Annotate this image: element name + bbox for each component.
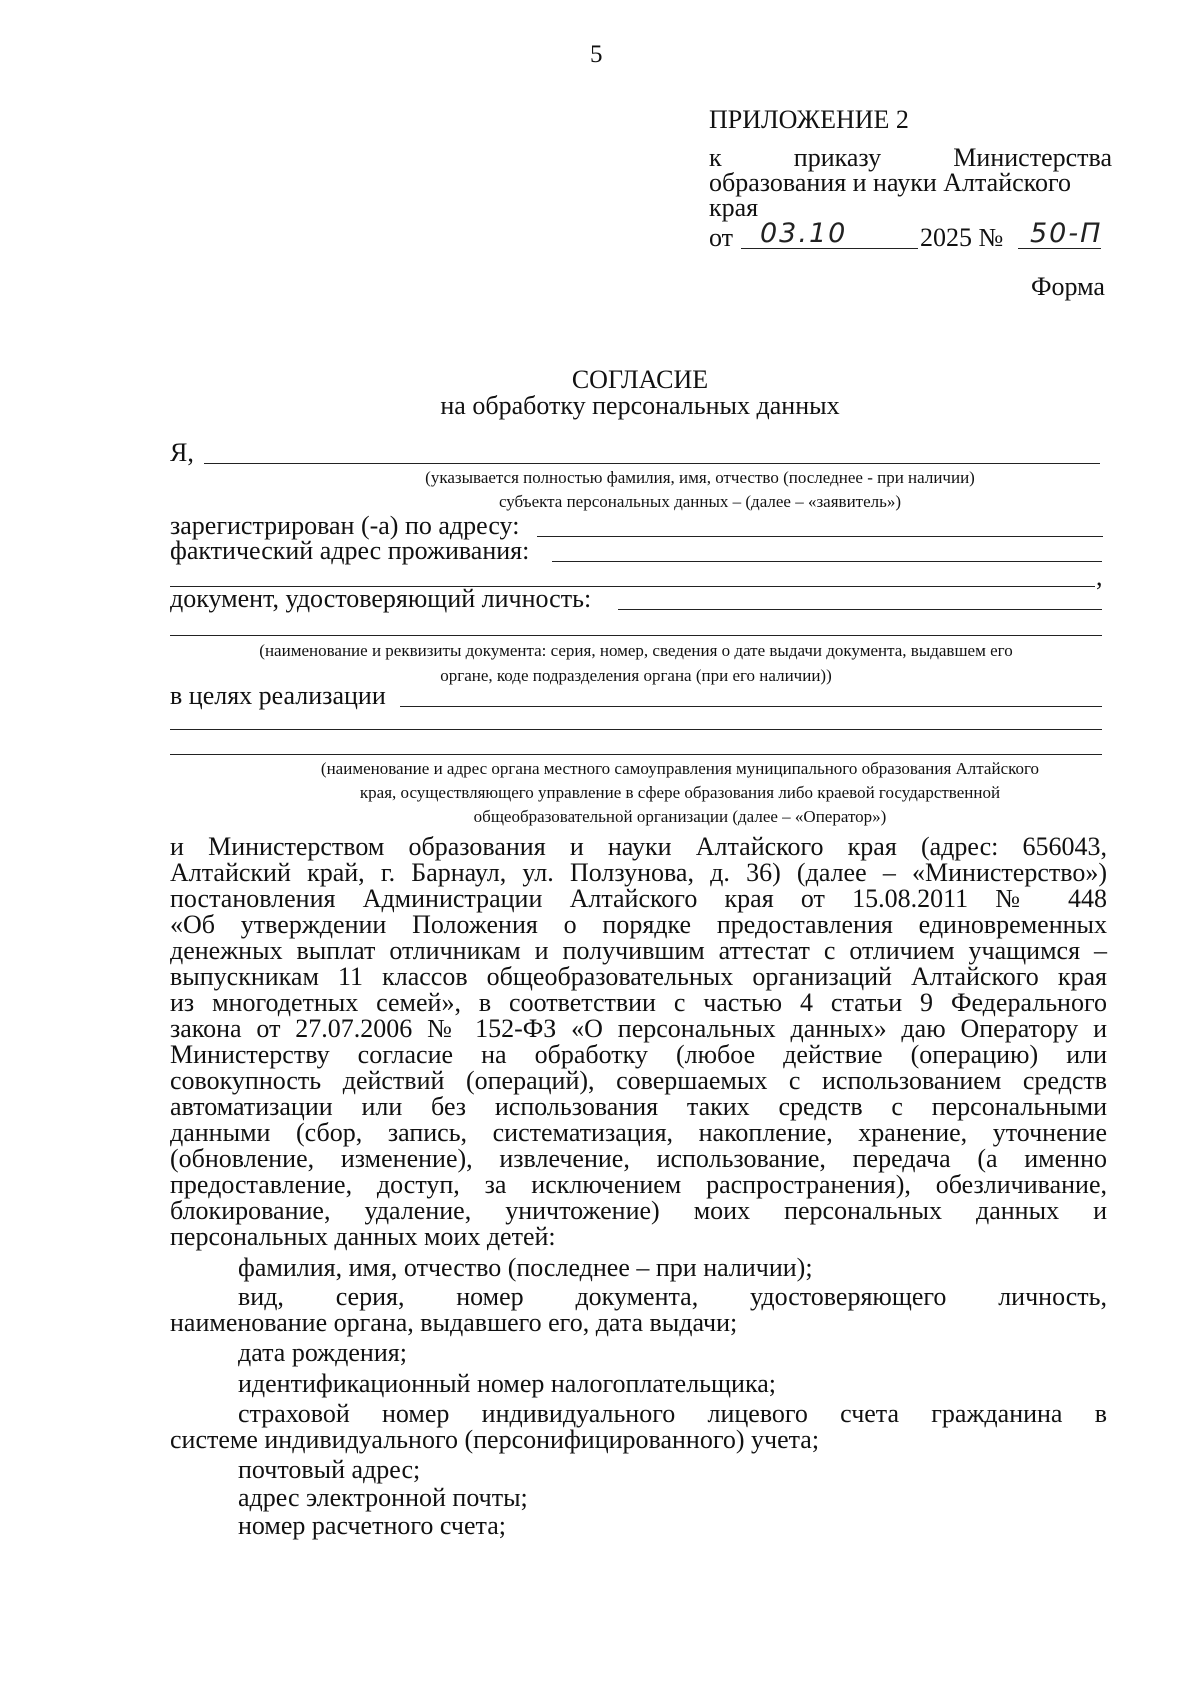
- id-document-label: документ, удостоверяющий личность:: [170, 584, 592, 613]
- body-line: денежных выплат отличникам и получившим аттестат с отличием учащимся –: [170, 936, 1107, 965]
- registered-address-label: зарегистрирован (-а) по адресу:: [170, 511, 520, 540]
- id-document-caption-2: органе, коде подразделения органа (при его наличии)): [440, 666, 832, 685]
- body-line: Алтайский край, г. Барнаул, ул. Ползунова, д. 36) (далее – «Министерство»): [170, 858, 1107, 887]
- list-item: вид, серия, номер документа, удостоверяющего личность,: [238, 1282, 1107, 1311]
- list-item: почтовый адрес;: [238, 1455, 421, 1484]
- applicant-caption-1: (указывается полностью фамилия, имя, отчество (последнее - при наличии): [425, 468, 975, 487]
- registered-address-line: [537, 536, 1103, 537]
- appendix-title: ПРИЛОЖЕНИЕ 2: [709, 105, 909, 134]
- body-line: (обновление, изменение), извлечение, использование, передача (а именно: [170, 1144, 1107, 1173]
- address-comma: ,: [1096, 562, 1103, 591]
- body-line: совокупность действий (операций), совершаемых с использованием средств: [170, 1066, 1107, 1095]
- applicant-name-line: [204, 463, 1100, 464]
- body-line: выпускникам 11 классов общеобразовательных организаций Алтайского края: [170, 962, 1107, 991]
- document-title: СОГЛАСИЕ: [571, 365, 709, 394]
- list-item: страховой номер индивидуального лицевого счета гражданина в: [238, 1399, 1107, 1428]
- date-prefix: от: [709, 223, 734, 252]
- operator-caption-2: края, осуществляющего управление в сфере образования либо краевой государственной: [359, 783, 1001, 802]
- body-line: Министерству согласие на обработку (любое действие (операцию) или: [170, 1040, 1107, 1069]
- body-line: предоставление, доступ, за исключением распространения), обезличивание,: [170, 1170, 1107, 1199]
- document-subtitle: на обработку персональных данных: [440, 391, 840, 420]
- appendix-ministry-line: образования и науки Алтайского: [709, 168, 1071, 197]
- form-label: Форма: [1031, 272, 1105, 301]
- list-item: адрес электронной почты;: [238, 1483, 528, 1512]
- body-line: блокирование, удаление, уничтожение) моих персональных данных и: [170, 1196, 1107, 1225]
- date-handwritten: 03.10: [760, 218, 848, 249]
- list-item: фамилия, имя, отчество (последнее – при наличии);: [238, 1253, 813, 1282]
- operator-caption-1: (наименование и адрес органа местного самоуправления муниципального образования Алтайского: [320, 759, 1040, 778]
- order-number-handwritten: 50-П: [1030, 218, 1103, 249]
- id-document-caption-1: (наименование и реквизиты документа: серия, номер, сведения о дате выдачи документа, выдавшем его: [259, 641, 1013, 660]
- purpose-label: в целях реализации: [170, 681, 386, 710]
- purpose-line: [400, 706, 1102, 707]
- operator-caption-3: общеобразовательной организации (далее – «Оператор»): [473, 807, 887, 826]
- body-line: «Об утверждении Положения о порядке предоставления единовременных: [170, 910, 1107, 939]
- year-number-label: 2025 №: [920, 223, 1004, 252]
- body-line: из многодетных семей», в соответствии с частью 4 статьи 9 Федерального: [170, 988, 1107, 1017]
- id-document-line-2: [170, 635, 1102, 636]
- applicant-caption-2: субъекта персональных данных – (далее – «заявитель»): [498, 492, 902, 511]
- body-line: данными (сбор, запись, систематизация, накопление, хранение, уточнение: [170, 1118, 1107, 1147]
- body-line: персональных данных моих детей:: [170, 1222, 556, 1251]
- actual-address-line: [552, 561, 1102, 562]
- appendix-order-line: к приказу Министерства: [709, 143, 1112, 172]
- body-line: автоматизации или без использования таких средств с персональными: [170, 1092, 1107, 1121]
- appendix-region-line: края: [709, 193, 759, 222]
- body-line: и Министерством образования и науки Алтайского края (адрес: 656043,: [170, 832, 1107, 861]
- body-line: постановления Администрации Алтайского края от 15.08.2011 № 448: [170, 884, 1107, 913]
- list-item: идентификационный номер налогоплательщика;: [238, 1369, 776, 1398]
- list-item: дата рождения;: [238, 1338, 407, 1367]
- applicant-label: Я,: [170, 438, 194, 467]
- list-item-continuation: системе индивидуального (персонифицированного) учета;: [170, 1425, 820, 1454]
- list-item: номер расчетного счета;: [238, 1511, 506, 1540]
- id-document-line: [618, 609, 1102, 610]
- body-line: закона от 27.07.2006 № 152-ФЗ «О персональных данных» даю Оператору и: [170, 1014, 1107, 1043]
- purpose-line-2: [170, 729, 1102, 730]
- purpose-line-3: [170, 754, 1102, 755]
- page-number: 5: [590, 41, 603, 68]
- actual-address-label: фактический адрес проживания:: [170, 536, 530, 565]
- list-item-continuation: наименование органа, выдавшего его, дата выдачи;: [170, 1308, 738, 1337]
